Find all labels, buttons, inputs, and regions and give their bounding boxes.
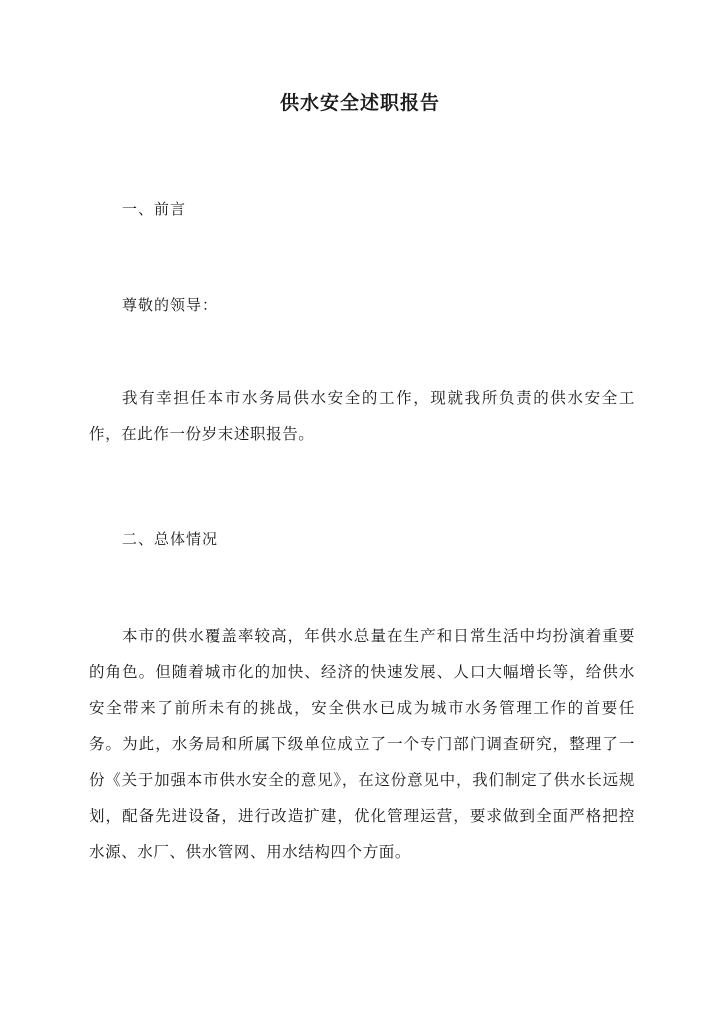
section-heading-overview: 二、总体情况 — [122, 530, 219, 548]
overview-paragraph: 本市的供水覆盖率较高，年供水总量在生产和日常生活中均扮演着重要的角色。但随着城市化的加快、经济的快速发展、人口大幅增长等，给供水安全带来了前所未有的挑战，安全供水已成为城市水务管理工作的首要任务。为此，水务局和所属下级单位成立了一个专门部门调查研究，整理了一份《关于加强本市供水安全的意见》，在这份意见中，我们制定了供水长远规划，配备先进设备，进行改造扩建，优化管理运营，要求做到全面严格把控水源、水厂、供水管网、用水结构四个方面。 — [89, 627, 635, 861]
intro-paragraph: 我有幸担任本市水务局供水安全的工作，现就我所负责的供水安全工作，在此作一份岁末述职报告。 — [89, 389, 635, 443]
salutation: 尊敬的领导： — [122, 296, 219, 314]
document-title: 供水安全述职报告 — [279, 92, 440, 114]
section-heading-preface: 一、前言 — [122, 200, 187, 218]
